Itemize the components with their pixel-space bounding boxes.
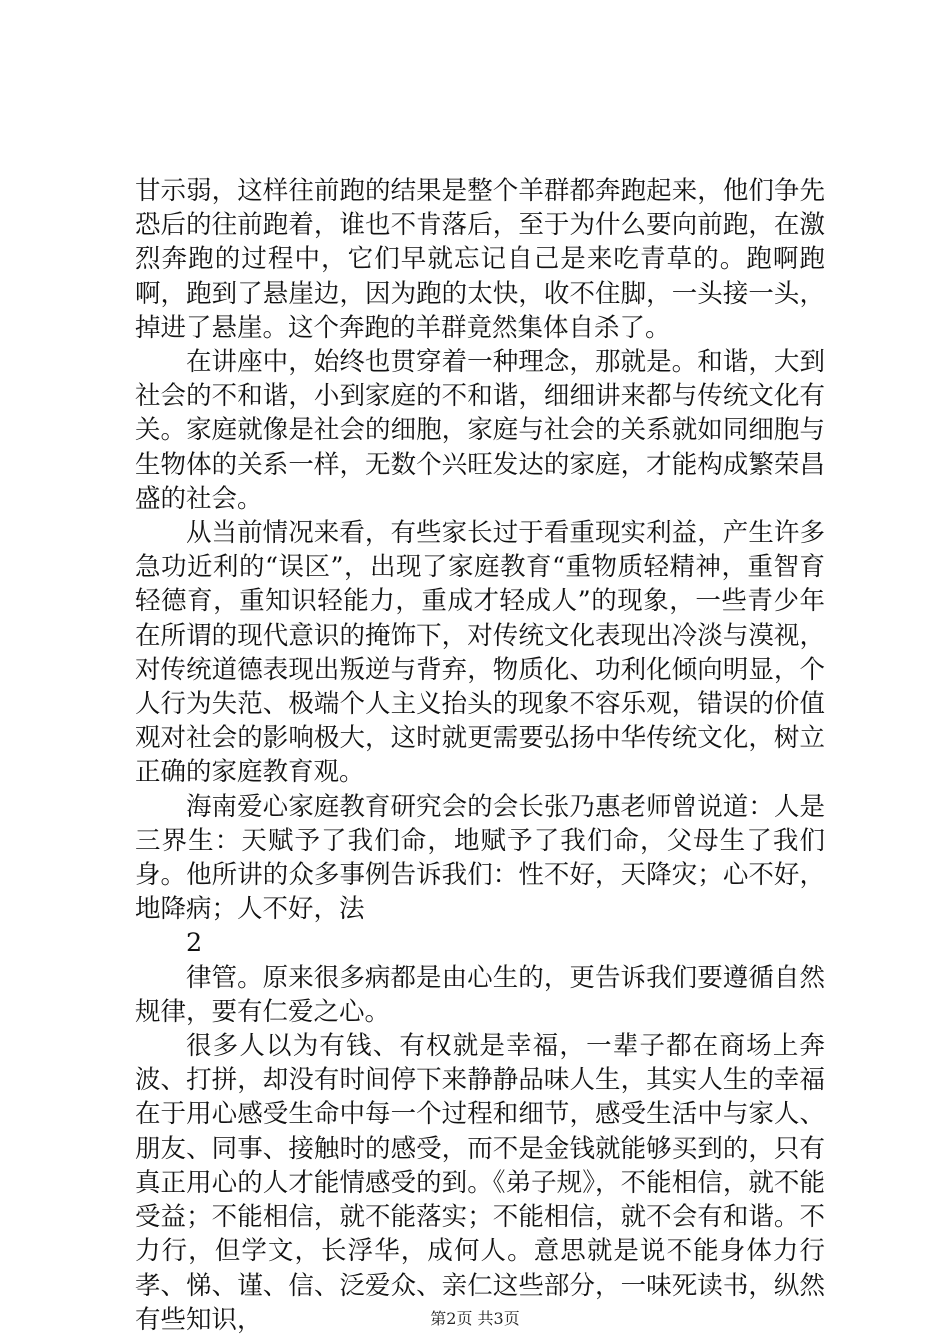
document-body — [135, 174, 825, 1337]
paragraph-2: 在讲座中，始终也贯穿着一种理念，那就是。和谐，大到社会的不和谐，小到家庭的不和谐，细细讲来都与传统文化有关。家庭就像是社会的细胞，家庭与社会的关系就如同细胞与生物体的关系一样，无数个兴旺发达的家庭，才能构成繁荣昌盛的社会。 — [135, 347, 825, 514]
paragraph-3: 从当前情况来看，有些家长过于看重现实利益，产生许多急功近利的“误区”，出现了家庭教育“重物质轻精神，重智育轻德育，重知识轻能力，重成才轻成人”的现象，一些青少年在所谓的现代意识的掩饰下，对传统文化表现出冷淡与漠视，对传统道德表现出叛逆与背弃，物质化、功利化倾向明显，个人行为失范、极端个人主义抬头的现象不容乐观，错误的价值观对社会的影响极大，这时就更需要弘扬中华传统文化，树立正确的家庭教育观。 — [135, 518, 825, 788]
paragraph-5: 律管。原来很多病都是由心生的，更告诉我们要遵循自然规律，要有仁爱之心。 — [135, 962, 825, 1027]
inline-page-number: 2 — [186, 928, 203, 959]
page-footer: 第2页 共3页 — [430, 1309, 520, 1328]
paragraph-4: 海南爱心家庭教育研究会的会长张乃惠老师曾说道：人是三界生：天赋予了我们命，地赋予了我们命，父母生了我们身。他所讲的众多事例告诉我们：性不好，天降灾；心不好，地降病；人不好，法 — [135, 791, 825, 925]
paragraph-6: 很多人以为有钱、有权就是幸福，一辈子都在商场上奔波、打拼，却没有时间停下来静静品味人生，其实人生的幸福在于用心感受生命中每一个过程和细节，感受生活中与家人、朋友、同事、接触时的感受，而不是金钱就能够买到的，只有真正用心的人才能情感受的到。《弟子规》，不能相信，就不能受益；不能相信，就不能落实；不能相信，就不会有和谐。不力行，但学文，长浮华，成何人。意思就是说不能身体力行孝、悌、谨、信、泛爱众、亲仁这些部分，一味死读书，纵然有些知识， — [135, 1031, 825, 1335]
paragraph-1: 甘示弱，这样往前跑的结果是整个羊群都奔跑起来，他们争先恐后的往前跑着，谁也不肯落后，至于为什么要向前跑，在激烈奔跑的过程中，它们早就忘记自己是来吃青草的。跑啊跑啊，跑到了悬崖边，因为跑的太快，收不住脚，一头接一头，掉进了悬崖。这个奔跑的羊群竟然集体自杀了。 — [135, 176, 825, 343]
